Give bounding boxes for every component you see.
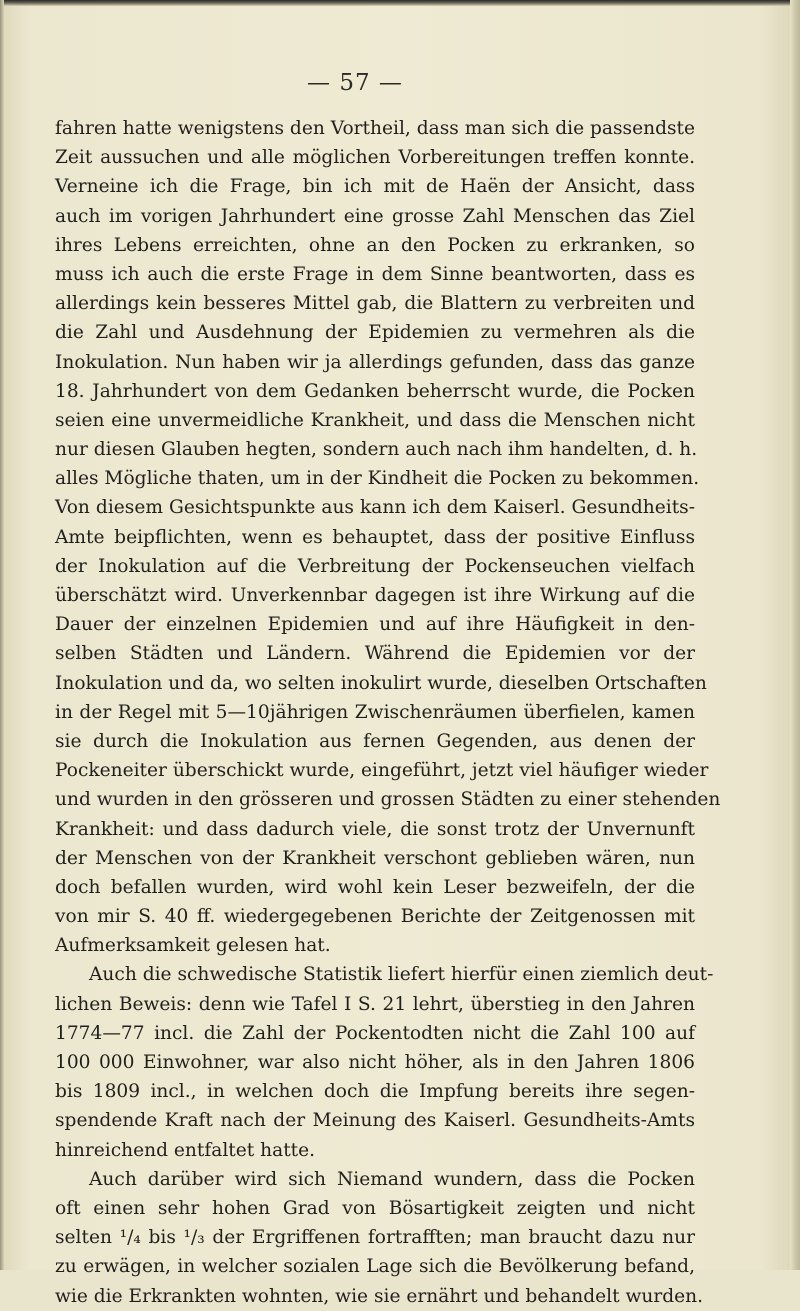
- page-number-header: — 57 —: [307, 70, 403, 96]
- text-line: Dauer der einzelnen Epidemien und auf ihre Häufigkeit in den-: [55, 614, 695, 636]
- text-line: Inokulation und da, wo selten inokulirt wurde, dieselben Ortschaften: [55, 672, 707, 694]
- text-line: 100 000 Einwohner, war also nicht höher, als in den Jahren 1806: [55, 1052, 695, 1073]
- text-line: Pockeneiter überschickt wurde, eingeführt, jetzt viel häufiger wieder: [55, 760, 709, 782]
- text-line: 18. Jahrhundert von dem Gedanken beherrscht wurde, die Pocken: [55, 380, 695, 402]
- text-line: überschätzt wird. Unverkennbar dagegen ist ihre Wirkung auf die: [55, 585, 695, 606]
- text-line: spendende Kraft nach der Meinung des Kaiserl. Gesundheits-Amts: [55, 1110, 695, 1132]
- text-line: Von diesem Gesichtspunkte aus kann ich dem Kaiserl. Gesundheits-: [55, 497, 695, 519]
- text-line: der Menschen von der Krankheit verschont geblieben wären, nun: [55, 847, 695, 869]
- text-line: Inokulation. Nun haben wir ja allerdings gefunden, dass das ganze: [55, 351, 695, 373]
- text-line: auch im vorigen Jahrhundert eine grosse Zahl Menschen das Ziel: [55, 205, 695, 227]
- text-line: in der Regel mit 5—10jährigen Zwischenräumen überfielen, kamen: [55, 701, 695, 723]
- text-line: allerdings kein besseres Mittel gab, die Blattern zu verbreiten und: [55, 293, 695, 315]
- page-top-edge-shadow: [0, 0, 800, 6]
- text-line: 1774—77 incl. die Zahl der Pockentodten nicht die Zahl 100 auf: [55, 1022, 695, 1044]
- text-line: von mir S. 40 ff. wiedergegebenen Berichte der Zeitgenossen mit: [55, 906, 695, 928]
- text-line: seien eine unvermeidliche Krankheit, und dass die Menschen nicht: [55, 409, 695, 431]
- text-line: Aufmerksamkeit gelesen hat.: [55, 935, 331, 957]
- text-line: muss ich auch die erste Frage in dem Sinne beantworten, dass es: [55, 263, 695, 285]
- text-line: lichen Beweis: denn wie Tafel I S. 21 lehrt, überstieg in den Jahren: [55, 993, 695, 1015]
- text-line: Auch darüber wird sich Niemand wundern, dass die Pocken: [89, 1168, 695, 1190]
- text-line: ihres Lebens erreichten, ohne an den Pocken zu erkranken, so: [55, 234, 695, 256]
- text-line: oft einen sehr hohen Grad von Bösartigkeit zeigten und nicht: [55, 1197, 695, 1219]
- text-line: Krankheit: und dass dadurch viele, die sonst trotz der Unvernunft: [55, 818, 695, 840]
- text-line: Zeit aussuchen und alle möglichen Vorbereitungen treffen konnte.: [55, 147, 695, 169]
- text-line: selben Städten und Ländern. Während die Epidemien vor der: [55, 643, 695, 665]
- text-line: Auch die schwedische Statistik liefert hierfür einen ziemlich deut-: [89, 964, 714, 986]
- text-line: sie durch die Inokulation aus fernen Gegenden, aus denen der: [55, 730, 695, 752]
- text-line: alles Mögliche thaten, um in der Kindheit die Pocken zu bekommen.: [55, 468, 700, 490]
- body-text: [55, 114, 721, 1311]
- text-line: der Inokulation auf die Verbreitung der Pockenseuchen vielfach: [55, 555, 695, 577]
- text-line: die Zahl und Ausdehnung der Epidemien zu vermehren als die: [55, 322, 695, 344]
- page-left-edge: [0, 0, 4, 1270]
- text-line: selten ¹/₄ bis ¹/₃ der Ergriffenen fortrafften; man braucht dazu nur: [55, 1227, 695, 1249]
- page-right-edge: [790, 0, 800, 1270]
- text-line: Verneine ich die Frage, bin ich mit de Haën der Ansicht, dass: [55, 176, 695, 198]
- text-line: zu erwägen, in welcher sozialen Lage sich die Bevölkerung befand,: [55, 1256, 695, 1278]
- text-line: bis 1809 incl., in welchen doch die Impfung bereits ihre segen-: [55, 1081, 695, 1103]
- text-line: und wurden in den grösseren und grossen Städten zu einer stehenden: [55, 789, 721, 811]
- text-line: fahren hatte wenigstens den Vortheil, dass man sich die passendste: [55, 118, 695, 139]
- text-line: nur diesen Glauben hegten, sondern auch nach ihm handelten, d. h.: [55, 439, 698, 461]
- text-line: wie die Erkrankten wohnten, wie sie ernährt und behandelt wurden.: [55, 1285, 704, 1307]
- text-line: Amte beipflichten, wenn es behauptet, dass der positive Einfluss: [55, 526, 695, 548]
- text-line: doch befallen wurden, wird wohl kein Leser bezweifeln, der die: [55, 876, 695, 898]
- text-line: hinreichend entfaltet hatte.: [55, 1139, 316, 1161]
